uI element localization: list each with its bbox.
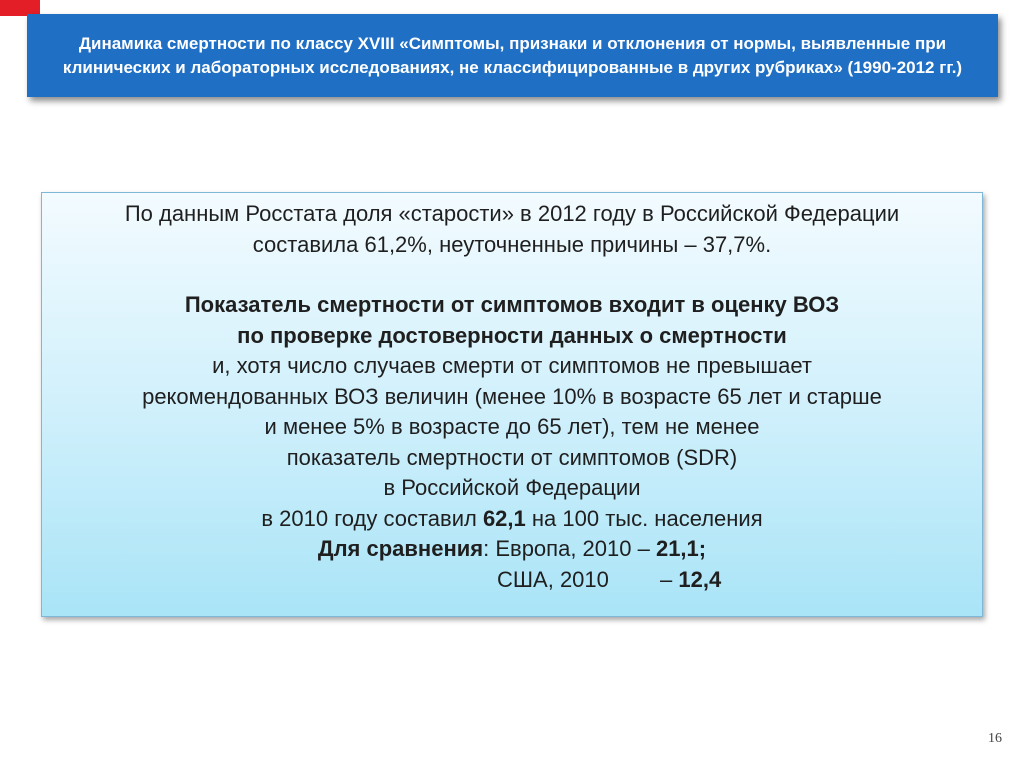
comparison-line <box>42 534 982 565</box>
intro-line-2: составила 61,2%, неуточненные причины – 37,7%. <box>252 231 772 257</box>
text-line-4: рекомендованных ВОЗ величин (менее 10% в возрасте 65 лет и старше <box>142 383 882 409</box>
usa-dash: – <box>660 566 679 592</box>
intro-line-1: По данным Росстата доля «старости» в 2012 году в Российской Федерации <box>124 201 900 226</box>
text-line-8 <box>42 504 982 535</box>
usa-label: США, 2010 <box>497 566 609 592</box>
title-banner <box>27 14 998 97</box>
rf-sdr-value: 62,1 <box>482 505 526 531</box>
text-line-3: и, хотя число случаев смерти от симптомов не превышает <box>212 353 812 378</box>
bold-line-1: Показатель смертности от симптомов входит в оценку ВОЗ <box>184 292 840 317</box>
page-number: 16 <box>988 731 1002 746</box>
comparison-label: Для сравнения <box>317 536 484 561</box>
usa-value: 12,4 <box>678 566 722 592</box>
usa-line <box>42 565 982 596</box>
spacer <box>42 260 982 290</box>
bold-line-2: по проверке достоверности данных о смертности <box>237 322 787 348</box>
rf-sdr-suffix: на 100 тыс. населения <box>525 505 763 531</box>
usa-value-group <box>660 565 721 596</box>
text-line-5: и менее 5% в возрасте до 65 лет), тем не менее <box>264 414 760 439</box>
text-line-7: в Российской Федерации <box>383 475 641 500</box>
comparison-europe: : Европа, 2010 – <box>483 536 656 561</box>
rf-sdr-prefix: в 2010 году составил <box>261 505 483 531</box>
slide-title: Динамика смертности по классу XVIII «Симптомы, признаки и отклонения от нормы, выявленные при клинических и лабораторных исследованиях, не классифицированные в других рубриках» (1990-2012 гг.) <box>62 33 963 77</box>
text-line-6: показатель смертности от симптомов (SDR) <box>286 444 738 470</box>
content-box <box>41 192 983 617</box>
comparison-europe-value: 21,1; <box>655 536 707 561</box>
